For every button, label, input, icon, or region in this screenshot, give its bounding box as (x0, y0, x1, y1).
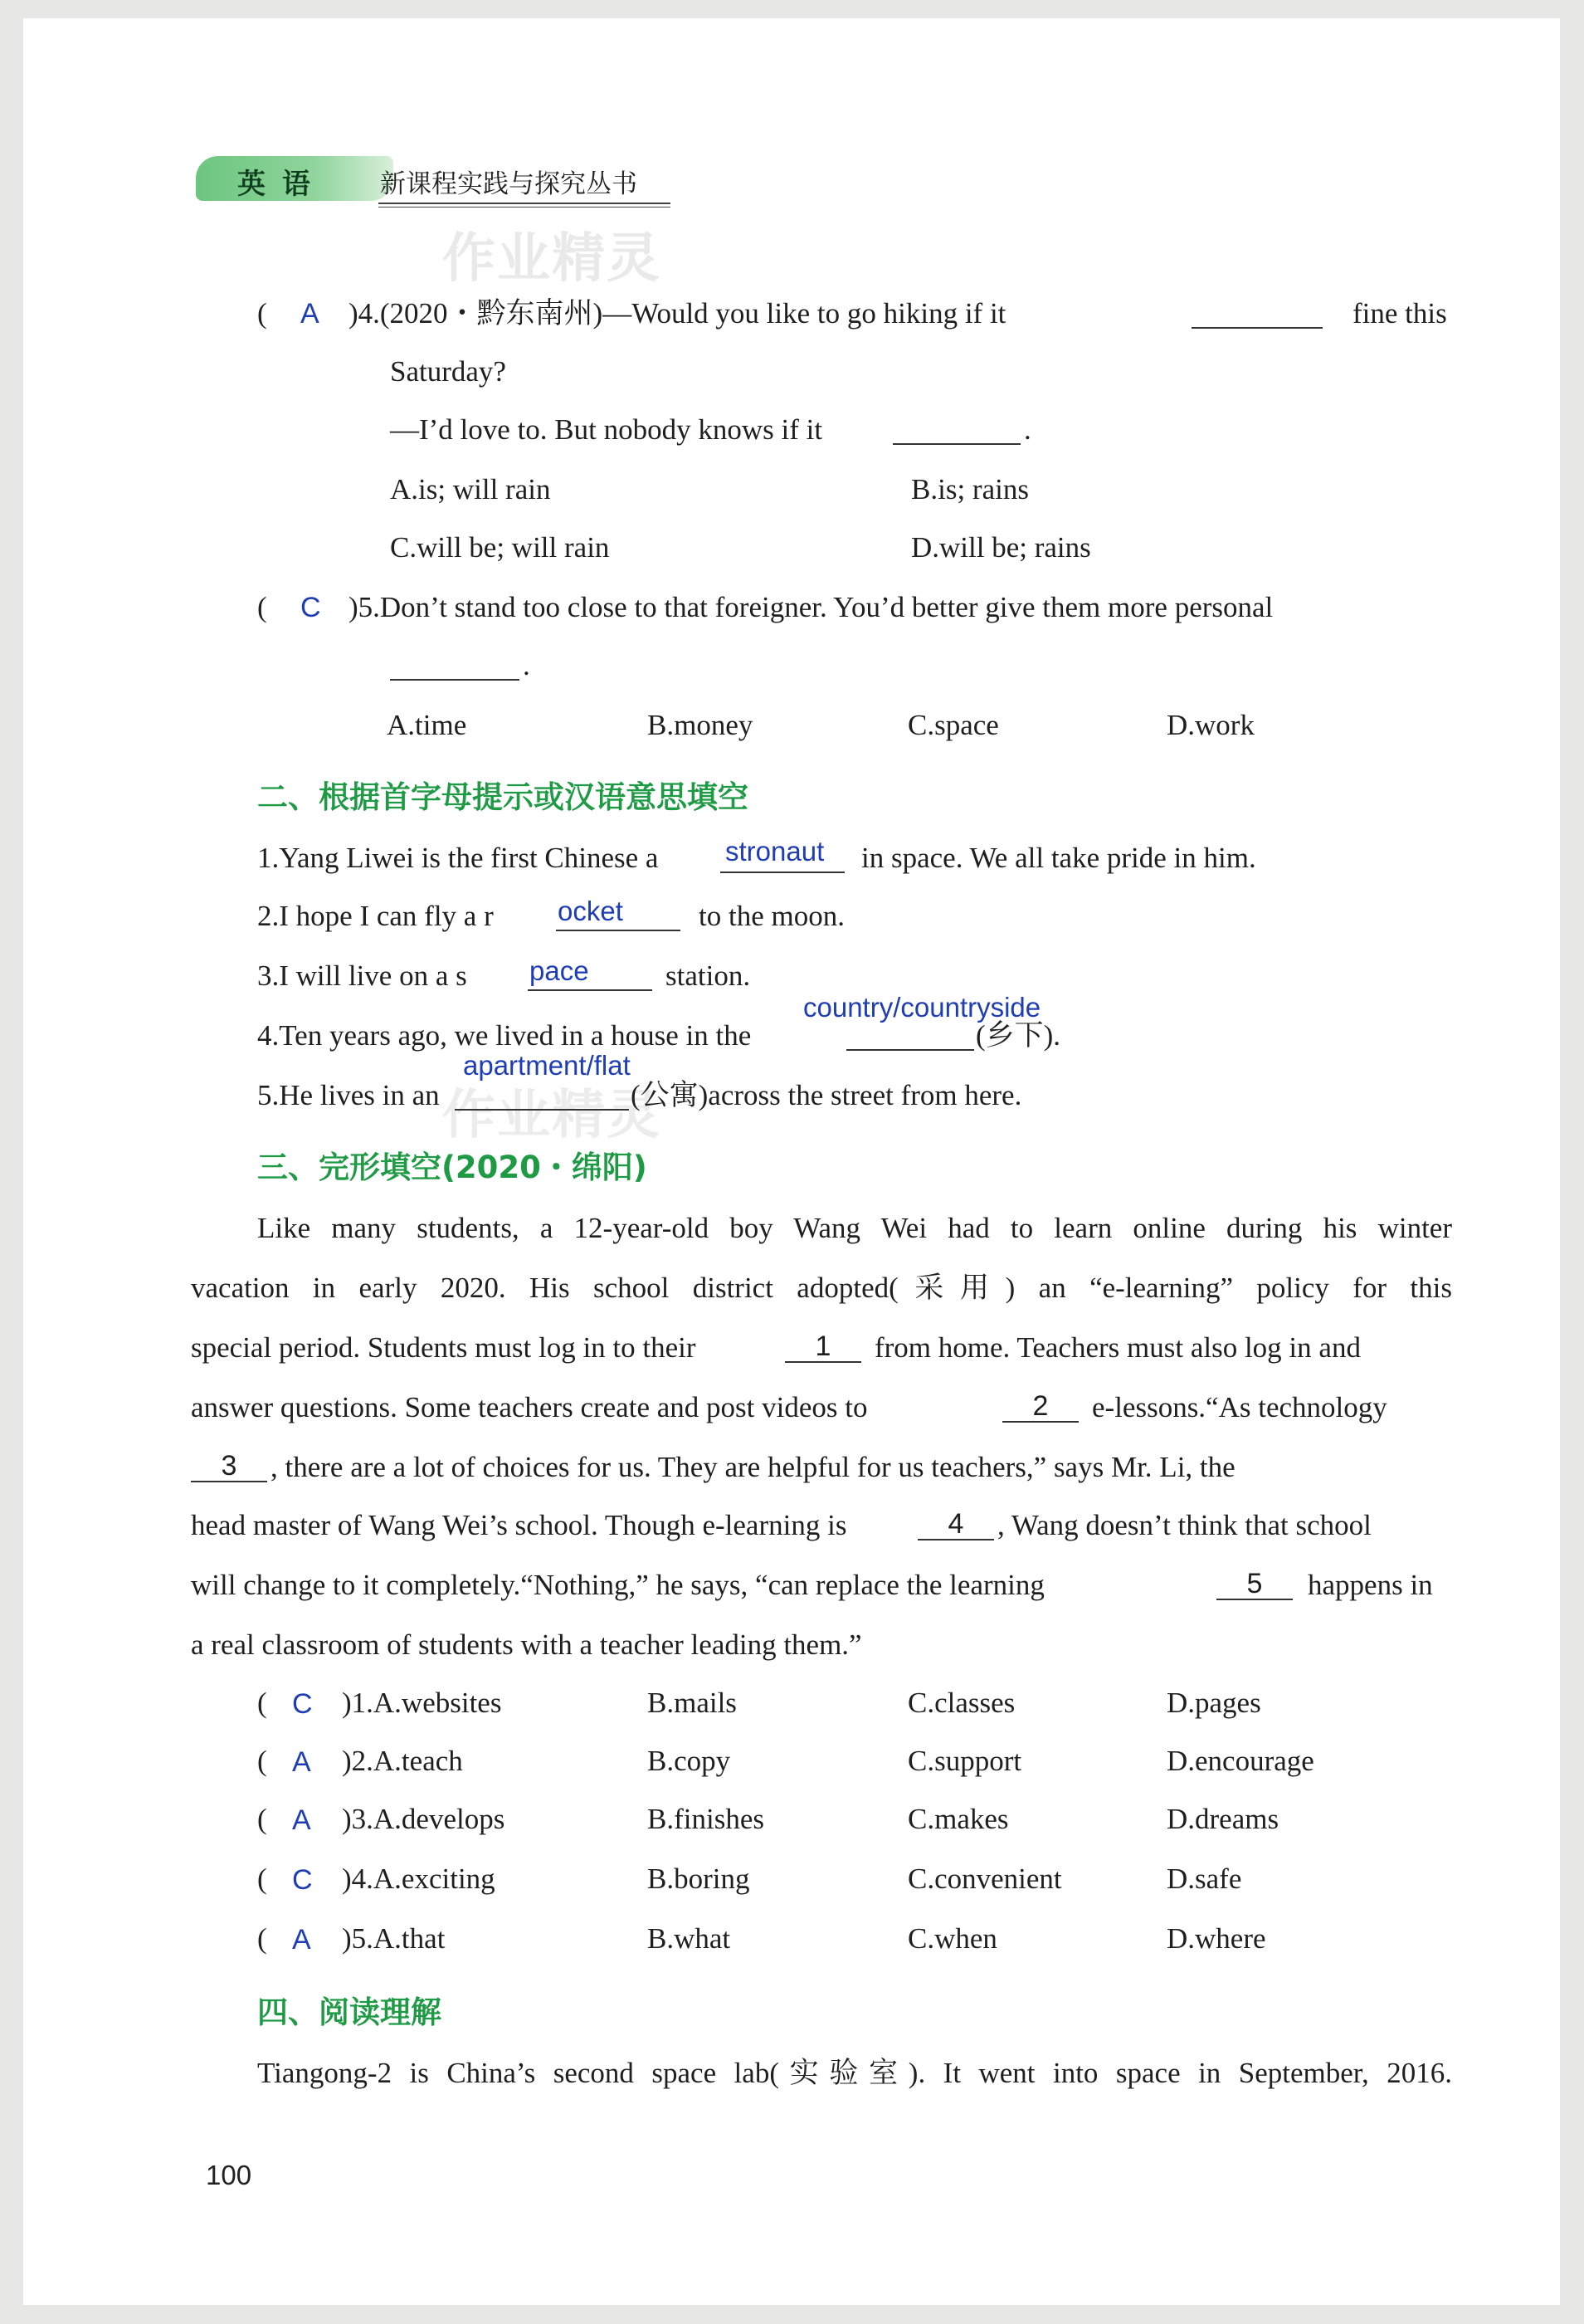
answer: A (292, 1804, 311, 1836)
fill-item-3: 3.I will live on a s pace station. (257, 955, 751, 992)
textbook-page: 英 语 新课程实践与探究丛书 作业精灵 作业精灵 ( A )4.(2020・黔东南州)—Would you like to go hiking if it fine this Saturday? —I’d love to. But nobody knows if it . A.is; will rain B.is; rains C.will be; will rain D.will be; rains ( C )5.Don’t stand too close to that foreigner. You’d better give them more personal . A.time B.money C.space D.work 二、根据首字母提示或汉语意思填空 1.Yang Liwei is the first Chinese a stronaut in space. We all take pride in him. 2.I hope I can fly a r ocket to the moon. 3.I will live on a s pace station. 4.Ten years ago, we lived in a house in the country/countryside (乡下). 5.He lives in an apartment/flat (公寓)across the street from here. 三、完形填空(2020・绵阳) Like many students, a 12-year-old boy Wang Wei had to learn online during his winter vacation in early 2020. His school district adopted(采用) an “e-learning” policy for this special period. Students must log in to their 1 from home. Teachers must also log in and answer questions. Some teachers create and post videos to 2 e-lessons.“As technology 3 , there are a lot of choices for us. They are helpful for us teachers,” says Mr. Li, the head master of Wang Wei’s school. Though e-learning is 4 , Wang doesn’t think that school will change to it completely.“Nothing,” he says, “can replace the learning 5 happens in a real classroom of students with a teacher leading them.” ( C )1.A.websites B.mails C.classes D.pages ( A )2.A.teach B.copy C.support D.encourage ( A )3.A.develops B.finishes C.makes D.dreams ( C )4.A.exciting B.boring C.convenient D.safe ( A )5.A.that B.what C.when D.where 四、阅读理解 Tiangong-2 is China’s second space lab(实验室). It went into space in September, 2016. 100 (23, 18, 1560, 2305)
option-d: D.work (1167, 709, 1255, 741)
blank-number: 2 (1002, 1391, 1079, 1423)
section-4-title: 四、阅读理解 (257, 1994, 441, 2030)
answer: A (292, 1924, 311, 1955)
handwritten-answer: apartment/flat (463, 1050, 631, 1081)
question-4-line1: ( A )4.(2020・黔东南州)—Would you like to go hiking if it fine this (257, 297, 1447, 330)
question-4-line2: Saturday? (390, 355, 506, 388)
subject-label: 英 语 (237, 168, 314, 201)
question-4-line3: —I’d love to. But nobody knows if it . (390, 413, 1031, 446)
page-number: 100 (206, 2160, 252, 2190)
answer-q5: C (300, 592, 321, 623)
blank-number: 1 (785, 1331, 861, 1363)
blank (846, 1023, 974, 1051)
passage-line-1: Like many students, a 12-year-old boy Wang Wei had to learn online during his winter (257, 1212, 1452, 1244)
blank (1192, 300, 1323, 329)
watermark: 作业精灵 (442, 228, 661, 290)
answer: C (292, 1688, 313, 1720)
section-2-title: 二、根据首字母提示或汉语意思填空 (257, 779, 748, 815)
passage-line-3: special period. Students must log in to their 1 from home. Teachers must also log in and (191, 1330, 1361, 1364)
blank (893, 417, 1021, 445)
blank-number: 4 (918, 1509, 994, 1540)
option-b: B.is; rains (911, 473, 1029, 505)
fill-item-4: 4.Ten years ago, we lived in a house in the country/countryside (乡下). (257, 992, 1061, 1052)
watermark: 作业精灵 (442, 1085, 661, 1146)
series-title: 新课程实践与探究丛书 (380, 169, 637, 199)
passage-line-4: answer questions. Some teachers create and post videos to 2 e-lessons.“As technology (191, 1390, 1387, 1423)
handwritten-answer: pace (529, 955, 589, 986)
answer: A (292, 1746, 311, 1778)
handwritten-answer: stronaut (725, 836, 825, 867)
question-5-line1: ( C )5.Don’t stand too close to that foreigner. You’d better give them more personal (257, 591, 1274, 623)
reading-first-line: Tiangong-2 is China’s second space lab(实验室). It went into space in September, 2016. (257, 2057, 1452, 2089)
passage-line-6: head master of Wang Wei’s school. Though e-learning is 4 , Wang doesn’t think that school (191, 1508, 1372, 1541)
passage-line-2: vacation in early 2020. His school district adopted(采用) an “e-learning” policy for this (191, 1272, 1452, 1304)
option-a: A.time (387, 709, 467, 741)
fill-item-5: 5.He lives in an apartment/flat (公寓)across the street from here. (257, 1050, 1022, 1111)
fill-item-2: 2.I hope I can fly a r ocket to the moon. (257, 896, 845, 932)
blank (455, 1082, 629, 1111)
section-3-title: 三、完形填空(2020・绵阳) (257, 1150, 647, 1185)
blank-number: 3 (191, 1451, 267, 1482)
blank (390, 652, 519, 681)
answer: C (292, 1864, 313, 1896)
blank-number: 5 (1216, 1569, 1293, 1600)
handwritten-answer: country/countryside (803, 992, 1041, 1023)
fill-item-1: 1.Yang Liwei is the first Chinese a stronaut in space. We all take pride in him. (257, 836, 1256, 874)
option-b: B.money (647, 709, 753, 741)
answer-q4: A (300, 298, 319, 330)
passage-line-8: a real classroom of students with a teacher leading them.” (191, 1628, 862, 1661)
option-c: C.space (908, 709, 999, 741)
option-c: C.will be; will rain (390, 531, 610, 564)
passage-line-7: will change to it completely.“Nothing,” he says, “can replace the learning 5 happens in (191, 1568, 1433, 1601)
option-d: D.will be; rains (911, 531, 1091, 564)
header-rule (378, 203, 670, 208)
handwritten-answer: ocket (558, 896, 623, 926)
option-a: A.is; will rain (390, 473, 551, 505)
